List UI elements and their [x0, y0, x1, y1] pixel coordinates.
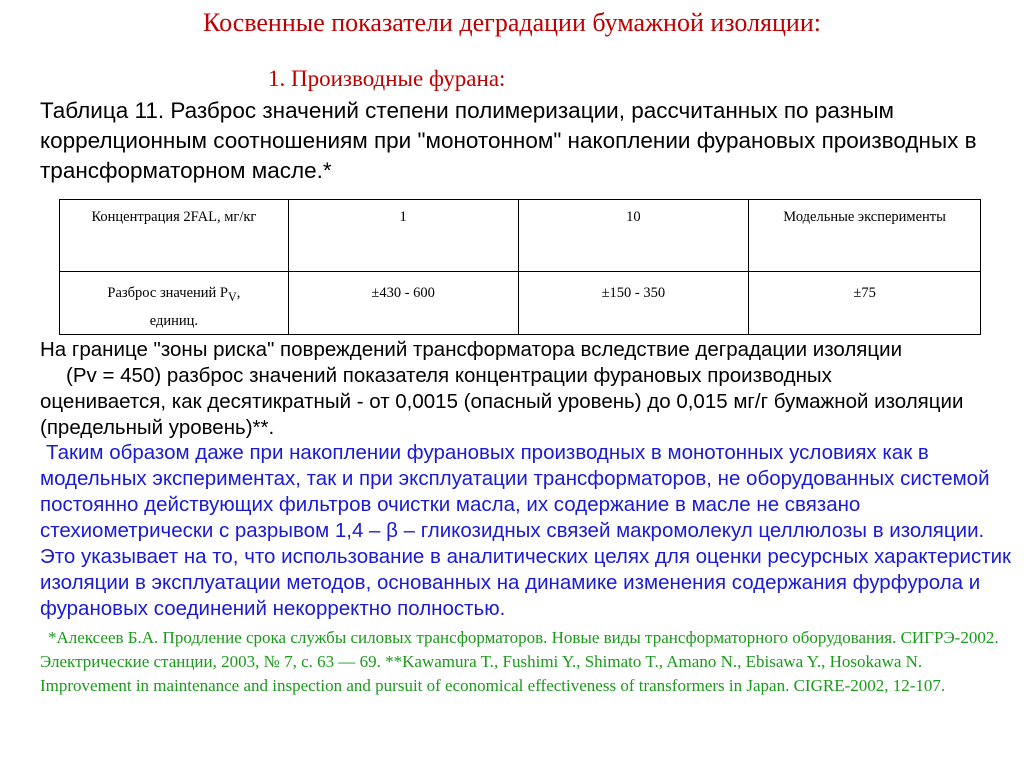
row-header-dispersion-suffix: ,: [236, 285, 241, 301]
slide-title: Косвенные показатели деградации бумажной изоляции:: [203, 8, 821, 37]
row-header-concentration: Концентрация 2FAL, мг/кг: [60, 200, 289, 272]
dispersion-table: [59, 199, 981, 335]
row-header-dispersion-units: единиц.: [149, 312, 199, 329]
footnote-text: *Алексеев Б.А. Продление срока службы силовых трансформаторов. Новые виды трансформаторного оборудования. СИГРЭ-2002. Электрические станции, 2003, № 7, с. 63 — 69. **Kawamura T., Fushimi Y., Shimato T., Amano N., Ebisawa Y., Hosokawa N. Improvement in maintenance and inspection and pursuit of economical effectiveness of transformers in Japan. CIGRE-2002, 12-107.: [40, 628, 999, 695]
paragraph-risk-zone: [40, 337, 1000, 441]
paragraph-conclusion: [40, 440, 1020, 622]
paragraph-conclusion-text: Таким образом даже при накоплении фурановых производных в монотонных условиях как в модельных экспериментах, так и при эксплуатации трансформаторов, не оборудованных системой постоянно действующих фильтров очистки масла, их содержание в масле не связано стехиометрически с разрывом 1,4 – β – гликозидных связей макромолекул целлюлозы в изоляции. Это указывает на то, что использование в аналитических целях для оценки ресурсных характеристик изоляции в эксплуатации методов, основанных на динамике изменения содержания фурфурола и фурановых соединений некорректно полностью.: [40, 441, 1012, 620]
table-caption: Таблица 11. Разброс значений степени полимеризации, рассчитанных по разным коррелционным соотношениям при "монотонном" накоплении фурановых производных в трансформаторном масле.*: [40, 98, 977, 183]
cell-dispersion-model: ±75: [749, 272, 981, 335]
cell-conc-1: 1: [288, 200, 518, 272]
section-subtitle: 1. Производные фурана:: [268, 66, 506, 91]
table-row: [60, 200, 981, 272]
footnote-references: [40, 626, 1000, 698]
row-header-dispersion-sub: V: [228, 289, 237, 304]
cell-dispersion-1: ±430 - 600: [288, 272, 518, 335]
cell-conc-model: Модельные эксперименты: [749, 200, 981, 272]
cell-conc-10: 10: [518, 200, 749, 272]
row-header-dispersion-prefix: Разброс значений P: [107, 285, 228, 301]
paragraph-risk-zone-line1: На границе "зоны риска" повреждений трансформатора вследствие деградации изоляции: [40, 338, 903, 361]
row-header-dispersion: [60, 272, 289, 335]
paragraph-risk-zone-line2: (Pv = 450) разброс значений показателя концентрации фурановых производных: [66, 364, 832, 387]
paragraph-risk-zone-rest: оценивается, как десятикратный - от 0,0015 (опасный уровень) до 0,015 мг/г бумажной изоляции (предельный уровень)**.: [40, 390, 964, 439]
table-row: [60, 272, 981, 335]
cell-dispersion-10: ±150 - 350: [518, 272, 749, 335]
